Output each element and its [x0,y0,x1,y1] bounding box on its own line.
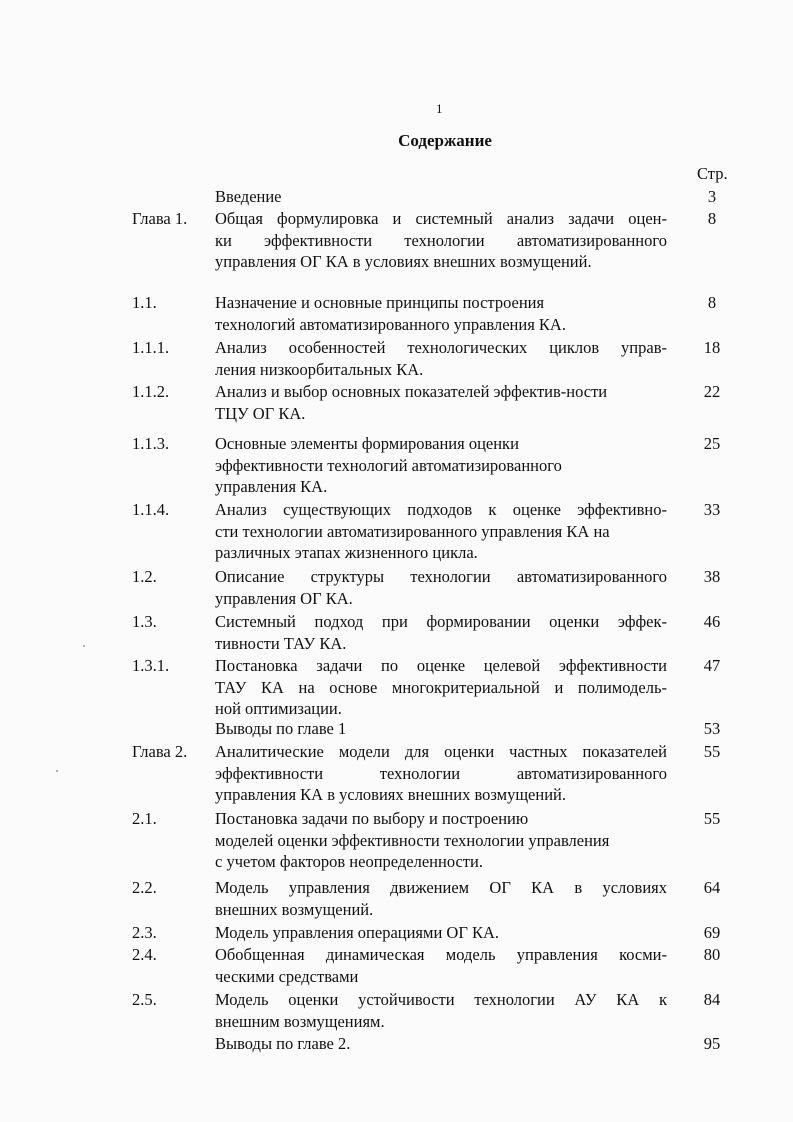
toc-entry-number: 1.1.4. [132,500,170,519]
toc-entry-title-line: внешним возмущениям. [215,1011,385,1031]
toc-entry-title [215,808,667,873]
page-column-header: Стр. [697,164,728,183]
toc-entry-title-line: ки эффективности технологии автоматизированного [215,230,667,250]
toc-entry-title [215,381,667,424]
toc-entry-page: 84 [703,990,721,1009]
scan-speck [83,645,85,647]
toc-entry-page: 18 [703,338,721,357]
toc-entry-page: 64 [703,878,721,897]
toc-entry-title [215,433,667,498]
toc-title: Содержание [398,131,492,150]
scan-speck [56,770,58,772]
toc-entry-number: Глава 1. [132,209,188,228]
toc-entry-number: 1.3.1. [132,656,170,675]
toc-entry-title-line: Выводы по главе 1 [215,719,347,738]
toc-entry-title-line: управления КА в условиях внешних возмущений. [215,785,566,804]
toc-entry-page: 25 [703,434,721,453]
toc-entry-title [215,337,667,380]
toc-entry-number: 2.2. [132,878,157,897]
toc-entry-title [215,208,667,273]
toc-entry-title [215,499,667,564]
toc-entry-title-line: Модель управления операциями ОГ КА. [215,923,500,942]
toc-entry-title [215,186,667,208]
toc-entry-page: 33 [703,500,721,519]
toc-entry-title-line: Модель управления движением ОГ КА в условиях [215,878,667,897]
toc-entry-title-line: тивности ТАУ КА. [215,633,347,653]
toc-entry-title-line: технологий автоматизированного управления КА. [215,314,566,334]
toc-entry-title [215,922,667,944]
toc-entry-title-line: ческими средствами [215,966,359,986]
toc-entry-title-line: ления низкоорбитальных КА. [215,359,424,379]
toc-entry-title-line: Выводы по главе 2. [215,1034,351,1053]
toc-entry-title-line: моделей оценки эффективности технологии управления [215,830,610,850]
toc-entry-number: 2.3. [132,923,157,942]
toc-entry-title-line: управления КА. [215,477,328,496]
toc-entry-number: 1.1.2. [132,382,170,401]
toc-entry-title-line: ной оптимизации. [215,699,342,718]
toc-entry-page: 46 [703,612,721,631]
toc-entry-number: 2.4. [132,945,157,964]
toc-entry-title-line: Постановка задачи по оценке целевой эффективности [215,656,667,675]
toc-entry-title [215,1033,667,1055]
toc-entry-page: 8 [707,293,717,312]
toc-entry-page: 53 [703,719,721,738]
toc-entry-title-line: Аналитические модели для оценки частных показателей [215,742,667,761]
toc-entry-title-line: ТАУ КА на основе многокритериальной и полимодель- [215,677,667,697]
toc-entry-title-line: внешних возмущений. [215,899,374,919]
toc-entry-title-line: сти технологии автоматизированного управления КА на [215,521,610,541]
toc-entry-page: 38 [703,567,721,586]
toc-entry-title [215,741,667,806]
toc-entry-title-line: Введение [215,187,282,206]
toc-entry-title-line: Анализ существующих подходов к оценке эффективно- [215,500,667,519]
toc-entry-title-line: ТЦУ ОГ КА. [215,403,306,423]
toc-entry-title [215,718,667,740]
toc-entry-title [215,944,667,987]
page-number: 1 [436,101,443,116]
toc-entry-title-line: Назначение и основные принципы построения [215,293,545,312]
toc-entry-number: 2.1. [132,809,157,828]
toc-entry-title-line: Основные элементы формирования оценки [215,434,519,453]
toc-entry-page: 47 [703,656,721,675]
toc-entry-title-line: Системный подход при формировании оценки эффек- [215,612,667,631]
toc-entry-title-line: управления ОГ КА в условиях внешних возмущений. [215,252,592,271]
toc-entry-page: 95 [703,1034,721,1053]
toc-entry-number: 1.1.1. [132,338,170,357]
toc-entry-title-line: Обобщенная динамическая модель управления косми- [215,945,667,964]
toc-entry-page: 80 [703,945,721,964]
toc-entry-title-line: различных этапах жизненного цикла. [215,543,478,562]
toc-entry-title [215,292,667,335]
toc-entry-page: 55 [703,809,721,828]
toc-entry-title-line: с учетом факторов неопределенности. [215,852,483,871]
toc-entry-title-line: управления ОГ КА. [215,588,353,608]
toc-entry-title [215,655,667,720]
toc-entry-title-line: Модель оценки устойчивости технологии АУ КА к [215,990,667,1009]
toc-entry-page: 3 [707,187,717,206]
toc-entry-title [215,989,667,1032]
toc-entry-number: 1.3. [132,612,157,631]
toc-entry-title-line: Анализ особенностей технологических циклов управ- [215,338,667,357]
toc-entry-page: 8 [707,209,717,228]
toc-entry-page: 69 [703,923,721,942]
toc-entry-title-line: Общая формулировка и системный анализ задачи оцен- [215,209,667,228]
toc-entry-page: 55 [703,742,721,761]
toc-entry-title [215,877,667,920]
toc-entry-page: 22 [703,382,721,401]
toc-entry-title-line: Постановка задачи по выбору и построению [215,809,529,828]
toc-entry-number: Глава 2. [132,742,188,761]
toc-entry-title-line: эффективности технологий автоматизированного [215,455,562,475]
toc-entry-title-line: Описание структуры технологии автоматизированного [215,567,667,586]
toc-entry-number: 2.5. [132,990,157,1009]
toc-entry-number: 1.2. [132,567,157,586]
toc-entry-number: 1.1. [132,293,157,312]
toc-entry-title [215,566,667,609]
toc-entry-title-line: эффективности технологии автоматизированного [215,763,667,783]
toc-entry-number: 1.1.3. [132,434,170,453]
toc-entry-title [215,611,667,654]
toc-entry-title-line: Анализ и выбор основных показателей эффектив-ности [215,382,608,401]
